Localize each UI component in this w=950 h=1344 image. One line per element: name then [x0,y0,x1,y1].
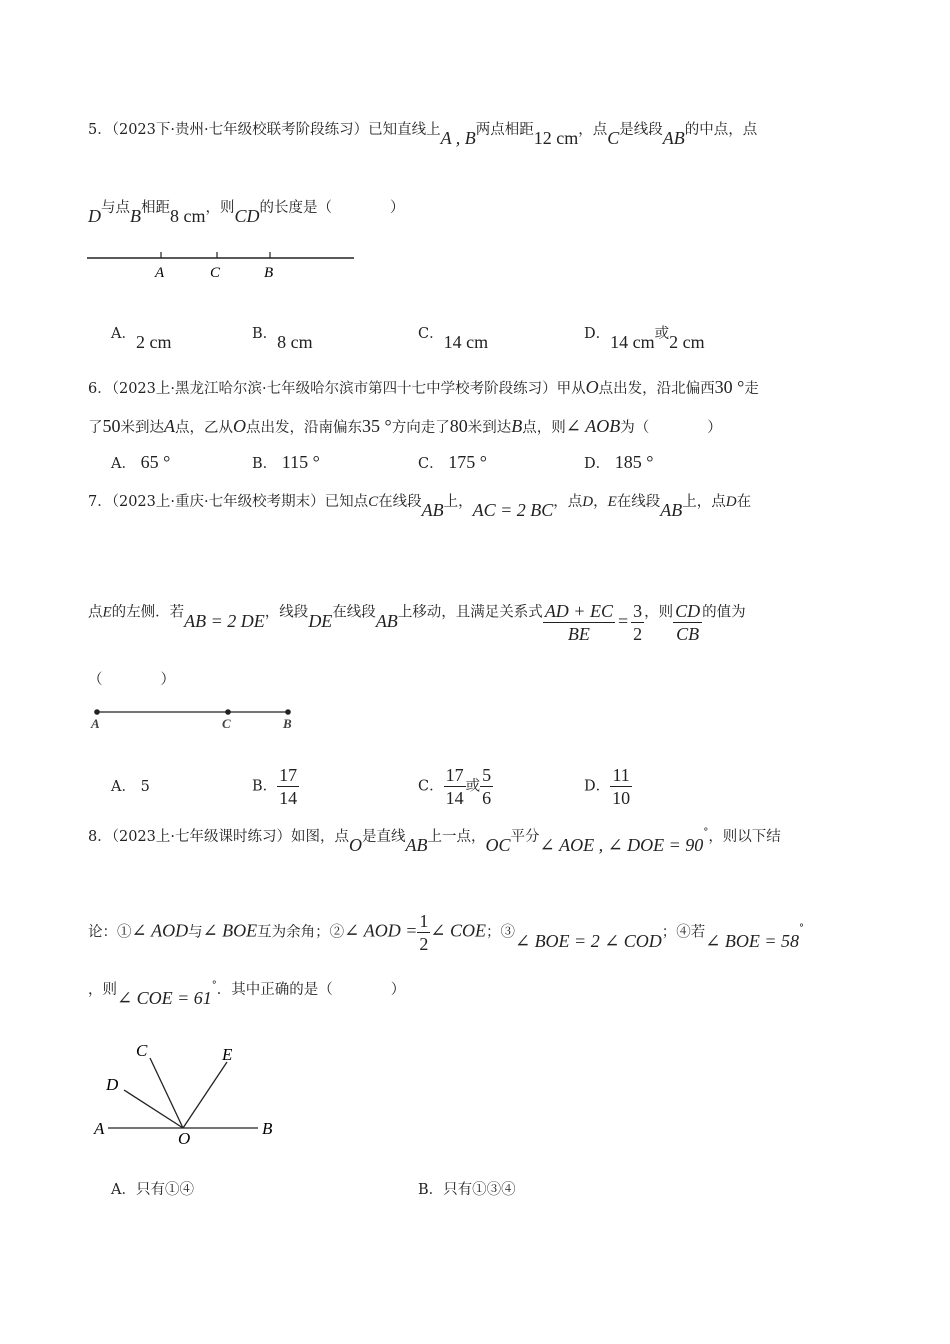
q7-option-b[interactable]: B． $\frac{17}{14}$ [252,765,298,808]
q8-option-a[interactable]: A．只有①④ [111,1182,194,1198]
q7-option-a[interactable]: A． 5 [111,779,150,795]
q8-fraction-half: $\frac{1}{2}$ [419,911,429,954]
q7-number: 7． [88,494,112,510]
q8-label-a: A [94,1119,105,1138]
q6-source: （2023上·黑龙江哈尔滨·七年级哈尔滨市第四十七中学校考阶段练习） [111,381,557,397]
q8-source: （2023上·七年级课时练习） [111,829,291,845]
q5-label-c: C [210,265,221,281]
q5-line-2: D与点B相距8 cm，则CD的长度是（ ） [88,200,405,226]
q6-option-d[interactable]: D． 185 ° [584,452,654,472]
q6-option-c[interactable]: C． 175 ° [418,452,487,472]
q6-option-b[interactable]: B． 115 ° [252,452,320,472]
q6-line-2: 了50米到达A点，乙从O点出发，沿南偏东35 °方向走了80米到达B点，则∠ AOB为（ ） [88,416,722,436]
q8-label-e: E [222,1045,233,1064]
q5-option-d[interactable]: D．14 cm或2 cm [584,326,705,352]
q7-line-2: 点E的左侧．若AB = 2 DE，线段DE在线段AB上移动，且满足关系式 $\frac{AD + EC}{BE}$ = $\frac{3}{2}$ ，则 $\frac{CD}{CB}$ 的值为 [88,601,746,644]
q7-option-c[interactable]: C． $\frac{17}{14}$ 或 $\frac{5}{6}$ [418,765,492,808]
q5-label-a: A [155,265,165,281]
q6-option-a[interactable]: A． 65 ° [111,452,171,472]
q7-line-3: （ ） [88,672,175,688]
q6-number: 6． [88,381,112,397]
q7-option-d[interactable]: D． $\frac{11}{10}$ [584,765,631,808]
q7-source: （2023上·重庆·七年级校考期末） [111,494,325,510]
q8-label-d: D [106,1075,119,1094]
q5-line-1: 5．（2023下·贵州·七年级校联考阶段练习）已知直线上A , B两点相距12 cm，点C是线段AB的中点，点 [88,122,758,148]
q5-option-b[interactable]: B．8 cm [252,326,313,352]
q8-line-2: 论：①∠ AOD与∠ BOE互为余角；②∠ AOD = $\frac{1}{2}$ ∠ COE；③∠ BOE = 2 ∠ COD；④若∠ BOE = 58° [88,911,805,954]
q8-label-b: B [262,1119,273,1138]
q8-label-c: C [136,1041,148,1060]
q6-line-1: 6．（2023上·黑龙江哈尔滨·七年级哈尔滨市第四十七中学校考阶段练习）甲从O点出发，沿北偏西30 °走 [88,377,759,397]
q8-ray-oe [183,1062,227,1128]
q5-source: （2023下·贵州·七年级校联考阶段练习） [111,122,369,138]
q7-label-b: B [283,716,292,731]
q7-fraction-relation: $\frac{AD + EC}{BE}$ [544,601,613,644]
q8-line-3: ，则∠ COE = 61°．其中正确的是（ ） [88,980,406,1008]
q7-line-1: 7．（2023上·重庆·七年级校考期末）已知点C在线段AB上，AC = 2 BC，点D，E在线段AB上，点D在 [88,494,752,520]
q8-number: 8． [88,829,112,845]
q5-option-c[interactable]: C．14 cm [418,326,489,352]
q8-option-b[interactable]: B．只有①③④ [418,1182,516,1198]
q5-number: 5． [88,122,112,138]
q7-label-c: C [222,716,231,731]
q8-line-1: 8．（2023上·七年级课时练习）如图，点O是直线AB上一点，OC平分∠ AOE , ∠ DOE = 90°，则以下结 [88,827,781,855]
q7-fraction-cd-cb: $\frac{CD}{CB}$ [675,601,701,644]
q8-label-o: O [178,1129,191,1148]
q5-option-a[interactable]: A．2 cm [111,326,172,352]
q7-label-a: A [91,716,100,731]
q5-label-b: B [264,265,274,281]
q7-fraction-three-halves: $\frac{3}{2}$ [633,601,643,644]
